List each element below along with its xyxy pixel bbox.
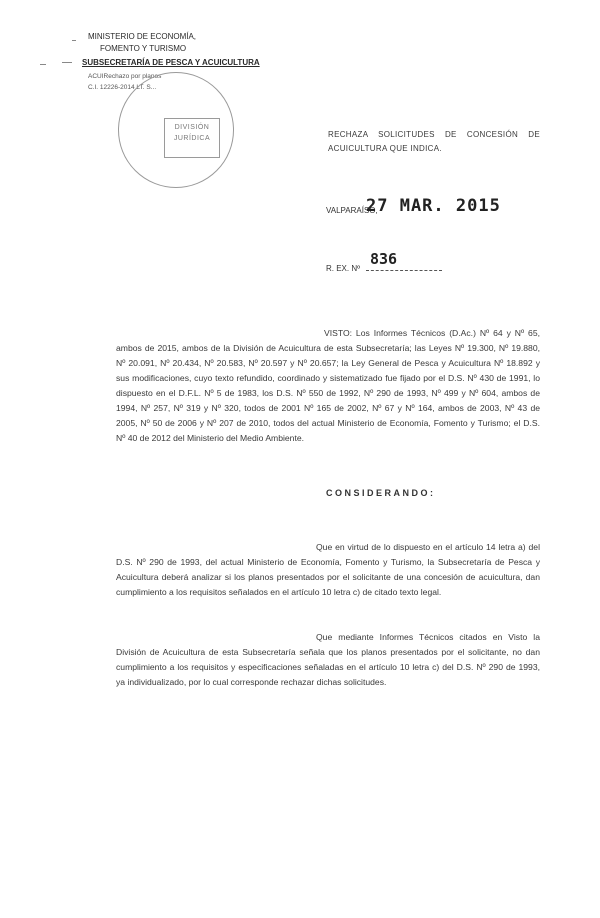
visto-paragraph: VISTO: Los Informes Técnicos (D.Ac.) Nº 64 y Nº 65, ambos de 2015, ambos de la División de Acuicultura de esta Subsecretaría; las Leyes Nº 19.300, Nº 19.880, Nº 20.091, Nº 20.434, Nº 20.583, Nº 20.597 y Nº 20.657; la Ley General de Pesca y Acuicultura Nº 18.892 y sus modificaciones, cuyo texto refundido, coordinado y sistematizado fue fijado por el D.S. Nº 430 de 1991, lo dispuesto en el D.F.L. Nº 5 de 1983, los D.S. Nº 550 de 1992, Nº 290 de 1993, Nº 499 y Nº 604, ambos de 1994, Nº 257, Nº 319 y Nº 320, todos de 2001 Nº 165 de 2002, Nº 67 y Nº 164, ambos de 2003, Nº 43 de 2005, Nº 50 de 2006 y Nº 207 de 2010, todos del actual Ministerio de Economía, Fomento y Turismo; el D.S. Nº 40 de 2012 del Ministerio del Medio Ambiente. [116, 328, 540, 443]
scan-mark [40, 64, 46, 65]
resolution-label: R. EX. Nº [326, 264, 361, 273]
file-number: C.I. 12226-2014 LT. S... [88, 84, 157, 91]
resolution-number: 836 [370, 250, 398, 268]
seal-label: DIVISIÓN JURÍDICA [173, 124, 211, 142]
place-label: VALPARAÍSO, [326, 206, 378, 215]
scan-mark [62, 62, 72, 63]
considerando-paragraph-1: Que en virtud de lo dispuesto en el artículo 14 letra a) del D.S. Nº 290 de 1993, del actual Ministerio de Economía, Fomento y Turismo, la Subsecretaría de Pesca y Acuicultura deberá analizar si los planos presentados por el solicitante de una concesión de acuicultura, dan cumplimiento a los requisitos señalados en el artículo 10 letra c) de citado texto legal. [116, 542, 540, 597]
ministry-subname: FOMENTO Y TURISMO [100, 44, 187, 53]
scan-mark [72, 40, 76, 41]
considerando-heading: CONSIDERANDO: [326, 488, 436, 498]
considerando-paragraph-2: Que mediante Informes Técnicos citados en Visto la División de Acuicultura de esta Subsecretaría señala que los planos presentados por el solicitante, no dan cumplimiento a los requisitos y especificaciones señaladas en el artículo 10 letra c) del D.S. Nº 290 de 1993, ya individualizado, por lo cual corresponde rechazar dichas solicitudes. [116, 632, 540, 687]
reference-line: ACUIRechazo por planos [88, 73, 162, 80]
resolution-underline [366, 270, 442, 271]
subsecretaria-name: SUBSECRETARÍA DE PESCA Y ACUICULTURA [82, 58, 260, 67]
date-stamp: 27 MAR. 2015 [366, 196, 501, 216]
ministry-name: MINISTERIO DE ECONOMÍA, [88, 32, 197, 41]
document-subject: RECHAZA SOLICITUDES DE CONCESIÓN DE ACUICULTURA QUE INDICA. [328, 130, 540, 153]
